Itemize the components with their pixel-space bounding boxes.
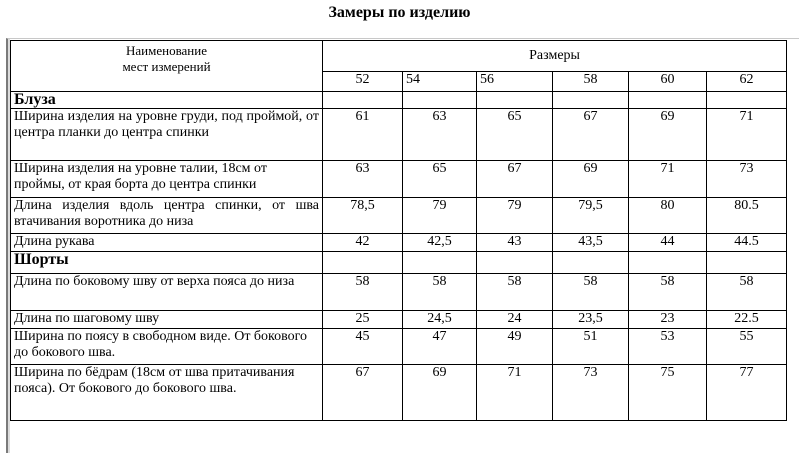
row-value: 58 xyxy=(477,274,553,311)
table-row xyxy=(11,329,787,365)
header-name-line2: мест измерений xyxy=(122,59,211,74)
table-row xyxy=(11,311,787,329)
measurements-table xyxy=(10,40,787,421)
table-row xyxy=(11,365,787,421)
row-label: Длина по шаговому шву xyxy=(11,311,323,329)
row-label: Ширина изделия на уровне талии, 18см от проймы, от края борта до центра спинки xyxy=(11,161,323,198)
row-value: 67 xyxy=(477,161,553,198)
row-value: 24,5 xyxy=(403,311,477,329)
row-value: 79 xyxy=(477,198,553,234)
row-label: Ширина по поясу в свободном виде. От бокового до бокового шва. xyxy=(11,329,323,365)
row-value: 73 xyxy=(553,365,629,421)
row-value: 23 xyxy=(629,311,707,329)
row-value: 49 xyxy=(477,329,553,365)
row-value: 63 xyxy=(323,161,403,198)
row-value: 69 xyxy=(553,161,629,198)
row-value: 80.5 xyxy=(707,198,787,234)
size-header-cell: 58 xyxy=(553,72,629,92)
row-label: Длина по боковому шву от верха пояса до низа xyxy=(11,274,323,311)
row-value: 79 xyxy=(403,198,477,234)
row-value: 45 xyxy=(323,329,403,365)
row-value: 79,5 xyxy=(553,198,629,234)
row-value: 58 xyxy=(323,274,403,311)
row-value: 58 xyxy=(553,274,629,311)
row-value: 44 xyxy=(629,234,707,252)
size-header-cell: 60 xyxy=(629,72,707,92)
row-value: 25 xyxy=(323,311,403,329)
size-header-cell: 52 xyxy=(323,72,403,92)
row-value: 47 xyxy=(403,329,477,365)
size-header-cell: 56 xyxy=(477,72,553,92)
row-value: 71 xyxy=(629,161,707,198)
row-value: 69 xyxy=(403,365,477,421)
page-title: Замеры по изделию xyxy=(328,4,471,21)
row-value: 77 xyxy=(707,365,787,421)
row-value: 58 xyxy=(707,274,787,311)
row-value: 51 xyxy=(553,329,629,365)
section-row xyxy=(11,252,787,274)
row-label: Длина рукава xyxy=(11,234,323,252)
size-header-cell: 62 xyxy=(707,72,787,92)
table-row xyxy=(11,234,787,252)
row-label: Длина изделия вдоль центра спинки, от шва втачивания воротника до низа xyxy=(11,198,323,234)
section-row xyxy=(11,92,787,109)
row-value: 53 xyxy=(629,329,707,365)
header-sizes: Размеры xyxy=(323,41,787,72)
row-value: 67 xyxy=(323,365,403,421)
header-measurement-name xyxy=(11,41,323,92)
section-title-shorts: Шорты xyxy=(11,252,323,274)
row-value: 65 xyxy=(477,109,553,161)
header-name-line1: Наименование xyxy=(126,43,207,58)
row-value: 75 xyxy=(629,365,707,421)
row-value: 71 xyxy=(707,109,787,161)
row-value: 42 xyxy=(323,234,403,252)
row-value: 43,5 xyxy=(553,234,629,252)
row-value: 80 xyxy=(629,198,707,234)
row-value: 24 xyxy=(477,311,553,329)
table-row xyxy=(11,274,787,311)
row-value: 65 xyxy=(403,161,477,198)
row-value: 67 xyxy=(553,109,629,161)
row-value: 73 xyxy=(707,161,787,198)
row-value: 61 xyxy=(323,109,403,161)
row-value: 71 xyxy=(477,365,553,421)
row-value: 78,5 xyxy=(323,198,403,234)
row-label: Ширина по бёдрам (18см от шва притачивания пояса). От бокового до бокового шва. xyxy=(11,365,323,421)
table-row xyxy=(11,161,787,198)
row-value: 22.5 xyxy=(707,311,787,329)
row-value: 44.5 xyxy=(707,234,787,252)
section-title-blouse: Блуза xyxy=(11,92,323,109)
row-value: 69 xyxy=(629,109,707,161)
row-value: 23,5 xyxy=(553,311,629,329)
row-value: 43 xyxy=(477,234,553,252)
row-value: 63 xyxy=(403,109,477,161)
row-value: 55 xyxy=(707,329,787,365)
row-value: 58 xyxy=(629,274,707,311)
row-label: Ширина изделия на уровне груди, под проймой, от центра планки до центра спинки xyxy=(11,109,323,161)
size-header-cell: 54 xyxy=(403,72,477,92)
row-value: 58 xyxy=(403,274,477,311)
row-value: 42,5 xyxy=(403,234,477,252)
table-row xyxy=(11,109,787,161)
table-row xyxy=(11,198,787,234)
